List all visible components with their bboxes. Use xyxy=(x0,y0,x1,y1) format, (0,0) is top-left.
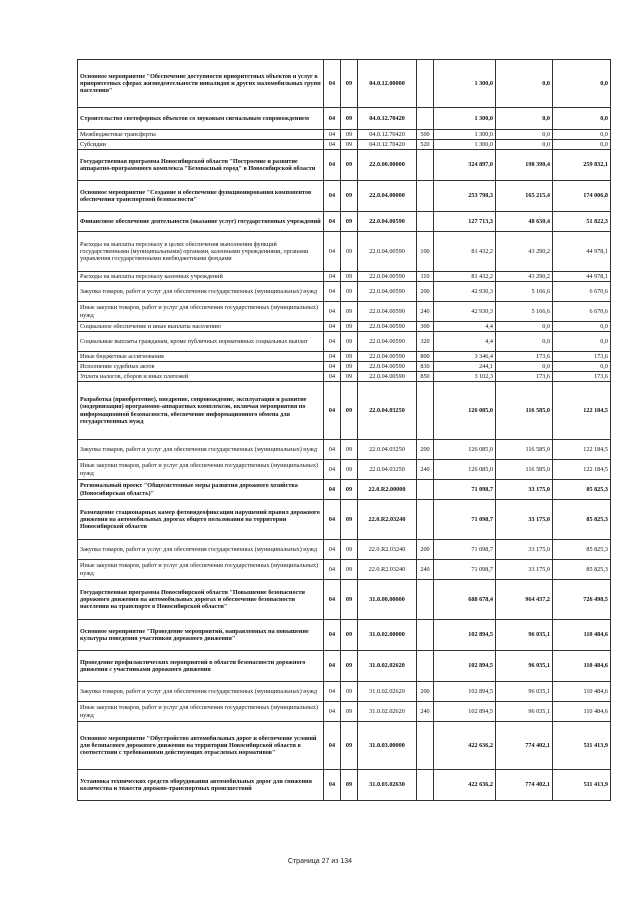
table-row xyxy=(78,382,611,440)
table-row xyxy=(78,440,611,460)
subsection-code: 09 xyxy=(341,181,358,212)
table-row xyxy=(78,150,611,181)
target-article-code: 31.0.02.00000 xyxy=(358,620,417,651)
expense-type-code xyxy=(417,500,434,540)
target-article-code: 31.0.03.00000 xyxy=(358,722,417,770)
page-number: Страница 27 из 134 xyxy=(287,858,353,865)
target-article-code: 04.0.12.70420 xyxy=(358,130,417,140)
amount-year-1: 42 930,3 xyxy=(434,282,496,302)
amount-year-3: 0,0 xyxy=(553,130,611,140)
amount-year-1: 42 930,3 xyxy=(434,302,496,322)
amount-year-1: 3 346,4 xyxy=(434,352,496,362)
subsection-code: 09 xyxy=(341,140,358,150)
row-name: Разработка (приобретение), внедрение, сопровождение, эксплуатация и развитие (модернизация) программно-аппаратных комплексов, включая мероприятия по информационной безопасности, обеспечение информационного обмена для государственных нужд xyxy=(78,382,324,440)
amount-year-3: 110 484,6 xyxy=(553,651,611,682)
subsection-code: 09 xyxy=(341,352,358,362)
section-code: 04 xyxy=(324,212,341,232)
row-name: Иные закупки товаров, работ и услуг для обеспечения государственных (муниципальных) нужд xyxy=(78,302,324,322)
amount-year-3: 44 978,1 xyxy=(553,232,611,272)
row-name: Основное мероприятие "Обустройство автомобильных дорог и обеспечение условий для безопасного дорожного движения на территории Новосибирской области в соответствии с требованиями действующих отраслевых нормативов" xyxy=(78,722,324,770)
table-row xyxy=(78,770,611,801)
amount-year-2: 96 035,1 xyxy=(496,682,553,702)
amount-year-1: 71 098,7 xyxy=(434,560,496,580)
amount-year-3: 110 484,6 xyxy=(553,702,611,722)
amount-year-2: 116 585,0 xyxy=(496,382,553,440)
target-article-code: 22.0.04.03250 xyxy=(358,460,417,480)
section-code: 04 xyxy=(324,60,341,108)
target-article-code: 22.0.04.00590 xyxy=(358,212,417,232)
subsection-code: 09 xyxy=(341,460,358,480)
amount-year-2: 96 035,1 xyxy=(496,620,553,651)
section-code: 04 xyxy=(324,540,341,560)
row-name: Иные закупки товаров, работ и услуг для обеспечения государственных (муниципальных) нужд xyxy=(78,702,324,722)
row-name: Иные закупки товаров, работ и услуг для обеспечения государственных (муниципальных) нужд xyxy=(78,460,324,480)
row-name: Социальные выплаты гражданам, кроме публичных нормативных социальных выплат xyxy=(78,332,324,352)
amount-year-2: 116 585,0 xyxy=(496,440,553,460)
section-code: 04 xyxy=(324,702,341,722)
amount-year-2: 96 035,1 xyxy=(496,702,553,722)
amount-year-2: 96 035,1 xyxy=(496,651,553,682)
table-row xyxy=(78,352,611,362)
target-article-code: 22.0.04.00590 xyxy=(358,352,417,362)
section-code: 04 xyxy=(324,651,341,682)
amount-year-2: 5 166,6 xyxy=(496,302,553,322)
amount-year-2: 33 175,0 xyxy=(496,480,553,500)
amount-year-1: 3 102,3 xyxy=(434,372,496,382)
amount-year-1: 127 713,3 xyxy=(434,212,496,232)
amount-year-3: 85 825,3 xyxy=(553,540,611,560)
expense-type-code xyxy=(417,108,434,130)
expense-type-code: 240 xyxy=(417,702,434,722)
amount-year-3: 122 184,5 xyxy=(553,440,611,460)
amount-year-1: 1 300,0 xyxy=(434,60,496,108)
expense-type-code xyxy=(417,580,434,620)
subsection-code: 09 xyxy=(341,580,358,620)
expense-type-code xyxy=(417,770,434,801)
expense-type-code: 200 xyxy=(417,282,434,302)
target-article-code: 22.0.04.00000 xyxy=(358,181,417,212)
table-row xyxy=(78,130,611,140)
target-article-code: 22.0.04.00590 xyxy=(358,372,417,382)
expense-type-code xyxy=(417,150,434,181)
row-name: Строительство светофорных объектов со звуковым сигнальным сопровождением xyxy=(78,108,324,130)
row-name: Основное мероприятие "Проведение мероприятий, направленных на повышение культуры поведения участников дорожного движения" xyxy=(78,620,324,651)
amount-year-2: 173,6 xyxy=(496,372,553,382)
budget-table xyxy=(77,59,611,801)
expense-type-code: 800 xyxy=(417,352,434,362)
expense-type-code: 200 xyxy=(417,440,434,460)
section-code: 04 xyxy=(324,282,341,302)
amount-year-3: 6 670,6 xyxy=(553,302,611,322)
amount-year-1: 71 098,7 xyxy=(434,480,496,500)
table-row xyxy=(78,362,611,372)
target-article-code: 22.0.R2.00000 xyxy=(358,480,417,500)
amount-year-3: 110 484,6 xyxy=(553,682,611,702)
amount-year-2: 33 175,0 xyxy=(496,560,553,580)
target-article-code: 31.0.03.02630 xyxy=(358,770,417,801)
amount-year-3: 51 822,3 xyxy=(553,212,611,232)
expense-type-code: 500 xyxy=(417,130,434,140)
target-article-code: 22.0.04.00590 xyxy=(358,362,417,372)
table-row xyxy=(78,682,611,702)
target-article-code: 22.0.04.00590 xyxy=(358,272,417,282)
amount-year-3: 726 498,5 xyxy=(553,580,611,620)
table-row xyxy=(78,500,611,540)
table-row xyxy=(78,302,611,322)
amount-year-2: 48 630,4 xyxy=(496,212,553,232)
section-code: 04 xyxy=(324,372,341,382)
expense-type-code xyxy=(417,60,434,108)
row-name: Государственная программа Новосибирской области "Построение и развитие аппаратно-программного комплекса "Безопасный город" в Новосибирской области xyxy=(78,150,324,181)
amount-year-3: 173,6 xyxy=(553,372,611,382)
row-name: Установка технических средств оборудования автомобильных дорог для снижения количества и тяжести дорожно-транспортных происшествий xyxy=(78,770,324,801)
amount-year-3: 0,0 xyxy=(553,60,611,108)
subsection-code: 09 xyxy=(341,372,358,382)
section-code: 04 xyxy=(324,382,341,440)
table-row xyxy=(78,722,611,770)
expense-type-code xyxy=(417,620,434,651)
amount-year-1: 102 894,5 xyxy=(434,620,496,651)
subsection-code: 09 xyxy=(341,480,358,500)
subsection-code: 09 xyxy=(341,682,358,702)
table-row xyxy=(78,140,611,150)
target-article-code: 04.0.12.00000 xyxy=(358,60,417,108)
row-name: Закупка товаров, работ и услуг для обеспечения государственных (муниципальных) нужд xyxy=(78,540,324,560)
section-code: 04 xyxy=(324,722,341,770)
amount-year-3: 173,6 xyxy=(553,352,611,362)
target-article-code: 22.0.04.00590 xyxy=(358,322,417,332)
target-article-code: 22.0.00.00000 xyxy=(358,150,417,181)
subsection-code: 09 xyxy=(341,130,358,140)
amount-year-1: 422 636,2 xyxy=(434,770,496,801)
row-name: Закупка товаров, работ и услуг для обеспечения государственных (муниципальных) нужд xyxy=(78,440,324,460)
amount-year-3: 122 184,5 xyxy=(553,382,611,440)
subsection-code: 09 xyxy=(341,540,358,560)
row-name: Основное мероприятие "Создание и обеспечение функционирования компонентов обеспечения транспортной безопасности" xyxy=(78,181,324,212)
amount-year-1: 688 678,4 xyxy=(434,580,496,620)
expense-type-code xyxy=(417,722,434,770)
target-article-code: 22.0.04.00590 xyxy=(358,332,417,352)
table-row xyxy=(78,60,611,108)
section-code: 04 xyxy=(324,460,341,480)
target-article-code: 22.0.R2.03240 xyxy=(358,500,417,540)
row-name: Межбюджетные трансферты xyxy=(78,130,324,140)
expense-type-code: 100 xyxy=(417,232,434,272)
table-row xyxy=(78,560,611,580)
row-name: Основное мероприятие "Обеспечение доступности приоритетных объектов и услуг в приоритетных сферах жизнедеятельности инвалидов и других маломобильных групп населения" xyxy=(78,60,324,108)
target-article-code: 22.0.04.00590 xyxy=(358,232,417,272)
amount-year-2: 173,6 xyxy=(496,352,553,362)
subsection-code: 09 xyxy=(341,440,358,460)
expense-type-code: 300 xyxy=(417,322,434,332)
subsection-code: 09 xyxy=(341,60,358,108)
section-code: 04 xyxy=(324,500,341,540)
amount-year-2: 0,0 xyxy=(496,130,553,140)
row-name: Социальное обеспечение и иные выплаты населению xyxy=(78,322,324,332)
table-row xyxy=(78,322,611,332)
subsection-code: 09 xyxy=(341,282,358,302)
amount-year-3: 6 670,6 xyxy=(553,282,611,302)
amount-year-2: 33 175,0 xyxy=(496,500,553,540)
amount-year-2: 165 215,4 xyxy=(496,181,553,212)
subsection-code: 09 xyxy=(341,651,358,682)
row-name: Субсидии xyxy=(78,140,324,150)
amount-year-1: 102 894,5 xyxy=(434,682,496,702)
target-article-code: 31.0.02.02620 xyxy=(358,651,417,682)
table-row xyxy=(78,272,611,282)
target-article-code: 22.0.04.03250 xyxy=(358,440,417,460)
row-name: Размещение стационарных камер фотовидеофиксации нарушений правил дорожного движения на автомобильных дорогах общего пользования на территории Новосибирской области xyxy=(78,500,324,540)
amount-year-1: 1 300,0 xyxy=(434,130,496,140)
budget-table-body xyxy=(78,60,611,801)
amount-year-3: 0,0 xyxy=(553,332,611,352)
subsection-code: 09 xyxy=(341,232,358,272)
table-row xyxy=(78,480,611,500)
target-article-code: 22.0.04.00590 xyxy=(358,282,417,302)
amount-year-2: 774 402,1 xyxy=(496,722,553,770)
section-code: 04 xyxy=(324,770,341,801)
amount-year-1: 324 897,0 xyxy=(434,150,496,181)
table-row xyxy=(78,108,611,130)
amount-year-2: 0,0 xyxy=(496,332,553,352)
amount-year-1: 126 085,0 xyxy=(434,460,496,480)
amount-year-3: 0,0 xyxy=(553,322,611,332)
target-article-code: 31.0.00.00000 xyxy=(358,580,417,620)
amount-year-2: 0,0 xyxy=(496,322,553,332)
expense-type-code xyxy=(417,651,434,682)
amount-year-2: 43 290,2 xyxy=(496,272,553,282)
amount-year-3: 0,0 xyxy=(553,108,611,130)
section-code: 04 xyxy=(324,362,341,372)
amount-year-3: 85 825,3 xyxy=(553,500,611,540)
section-code: 04 xyxy=(324,272,341,282)
target-article-code: 04.0.12.70420 xyxy=(358,108,417,130)
section-code: 04 xyxy=(324,332,341,352)
subsection-code: 09 xyxy=(341,560,358,580)
amount-year-1: 81 432,2 xyxy=(434,232,496,272)
row-name: Государственная программа Новосибирской области "Повышение безопасности дорожного движения на автомобильных дорогах и обеспечение безопасности населения на транспорте в Новосибирской области" xyxy=(78,580,324,620)
expense-type-code: 240 xyxy=(417,302,434,322)
section-code: 04 xyxy=(324,580,341,620)
expense-type-code: 200 xyxy=(417,540,434,560)
expense-type-code: 110 xyxy=(417,272,434,282)
table-row xyxy=(78,460,611,480)
expense-type-code xyxy=(417,181,434,212)
amount-year-1: 1 300,0 xyxy=(434,108,496,130)
amount-year-2: 0,0 xyxy=(496,362,553,372)
amount-year-1: 71 098,7 xyxy=(434,500,496,540)
row-name: Закупка товаров, работ и услуг для обеспечения государственных (муниципальных) нужд xyxy=(78,682,324,702)
amount-year-2: 0,0 xyxy=(496,140,553,150)
subsection-code: 09 xyxy=(341,302,358,322)
amount-year-3: 44 978,1 xyxy=(553,272,611,282)
section-code: 04 xyxy=(324,440,341,460)
subsection-code: 09 xyxy=(341,770,358,801)
target-article-code: 22.0.R2.03240 xyxy=(358,560,417,580)
row-name: Закупка товаров, работ и услуг для обеспечения государственных (муниципальных) нужд xyxy=(78,282,324,302)
amount-year-3: 511 413,9 xyxy=(553,722,611,770)
amount-year-3: 85 825,3 xyxy=(553,560,611,580)
amount-year-1: 71 098,7 xyxy=(434,540,496,560)
subsection-code: 09 xyxy=(341,212,358,232)
amount-year-3: 122 184,5 xyxy=(553,460,611,480)
amount-year-2: 0,0 xyxy=(496,108,553,130)
amount-year-1: 126 085,0 xyxy=(434,382,496,440)
table-row xyxy=(78,212,611,232)
section-code: 04 xyxy=(324,130,341,140)
amount-year-1: 4,4 xyxy=(434,332,496,352)
section-code: 04 xyxy=(324,560,341,580)
row-name: Финансовое обеспечение деятельности (оказание услуг) государственных учреждений xyxy=(78,212,324,232)
section-code: 04 xyxy=(324,302,341,322)
row-name: Расходы на выплаты персоналу казенных учреждений xyxy=(78,272,324,282)
target-article-code: 22.0.04.03250 xyxy=(358,382,417,440)
subsection-code: 09 xyxy=(341,382,358,440)
amount-year-2: 198 390,4 xyxy=(496,150,553,181)
table-row xyxy=(78,580,611,620)
amount-year-2: 0,0 xyxy=(496,60,553,108)
section-code: 04 xyxy=(324,232,341,272)
subsection-code: 09 xyxy=(341,362,358,372)
row-name: Исполнение судебных актов xyxy=(78,362,324,372)
target-article-code: 31.0.02.02620 xyxy=(358,682,417,702)
table-row xyxy=(78,651,611,682)
target-article-code: 22.0.R2.03240 xyxy=(358,540,417,560)
amount-year-1: 102 894,5 xyxy=(434,702,496,722)
subsection-code: 09 xyxy=(341,722,358,770)
amount-year-2: 43 290,2 xyxy=(496,232,553,272)
subsection-code: 09 xyxy=(341,272,358,282)
amount-year-1: 126 085,0 xyxy=(434,440,496,460)
subsection-code: 09 xyxy=(341,500,358,540)
row-name: Региональный проект "Общесистемные меры развития дорожного хозяйства (Новосибирская область)" xyxy=(78,480,324,500)
amount-year-1: 102 894,5 xyxy=(434,651,496,682)
subsection-code: 09 xyxy=(341,702,358,722)
row-name: Расходы на выплаты персоналу в целях обеспечения выполнения функций государственными (муниципальными) органами, казенными учреждениями, органами управления государственными внебюджетными фондами xyxy=(78,232,324,272)
section-code: 04 xyxy=(324,352,341,362)
table-row xyxy=(78,232,611,272)
table-row xyxy=(78,620,611,651)
expense-type-code xyxy=(417,212,434,232)
section-code: 04 xyxy=(324,620,341,651)
section-code: 04 xyxy=(324,322,341,332)
amount-year-3: 110 484,6 xyxy=(553,620,611,651)
amount-year-3: 85 825,3 xyxy=(553,480,611,500)
expense-type-code: 850 xyxy=(417,372,434,382)
table-row xyxy=(78,181,611,212)
amount-year-3: 259 832,1 xyxy=(553,150,611,181)
amount-year-3: 0,0 xyxy=(553,140,611,150)
expense-type-code xyxy=(417,480,434,500)
amount-year-2: 5 166,6 xyxy=(496,282,553,302)
table-row xyxy=(78,702,611,722)
amount-year-1: 244,1 xyxy=(434,362,496,372)
expense-type-code: 240 xyxy=(417,560,434,580)
subsection-code: 09 xyxy=(341,322,358,332)
amount-year-1: 4,4 xyxy=(434,322,496,332)
amount-year-1: 81 432,2 xyxy=(434,272,496,282)
row-name: Иные бюджетные ассигнования xyxy=(78,352,324,362)
amount-year-1: 422 636,2 xyxy=(434,722,496,770)
subsection-code: 09 xyxy=(341,620,358,651)
amount-year-2: 774 402,1 xyxy=(496,770,553,801)
section-code: 04 xyxy=(324,150,341,181)
table-row xyxy=(78,372,611,382)
subsection-code: 09 xyxy=(341,150,358,181)
row-name: Проведение профилактических мероприятий в области безопасности дорожного движения с участниками дорожного движения xyxy=(78,651,324,682)
amount-year-3: 174 006,8 xyxy=(553,181,611,212)
subsection-code: 09 xyxy=(341,332,358,352)
row-name: Иные закупки товаров, работ и услуг для обеспечения государственных (муниципальных) нужд xyxy=(78,560,324,580)
table-row xyxy=(78,332,611,352)
expense-type-code: 240 xyxy=(417,460,434,480)
section-code: 04 xyxy=(324,480,341,500)
target-article-code: 31.0.02.02620 xyxy=(358,702,417,722)
section-code: 04 xyxy=(324,140,341,150)
amount-year-2: 33 175,0 xyxy=(496,540,553,560)
table-row xyxy=(78,282,611,302)
expense-type-code: 200 xyxy=(417,682,434,702)
subsection-code: 09 xyxy=(341,108,358,130)
expense-type-code: 520 xyxy=(417,140,434,150)
amount-year-1: 253 798,3 xyxy=(434,181,496,212)
expense-type-code xyxy=(417,382,434,440)
amount-year-3: 511 413,9 xyxy=(553,770,611,801)
section-code: 04 xyxy=(324,682,341,702)
amount-year-1: 1 300,0 xyxy=(434,140,496,150)
target-article-code: 22.0.04.00590 xyxy=(358,302,417,322)
table-row xyxy=(78,540,611,560)
expense-type-code: 320 xyxy=(417,332,434,352)
section-code: 04 xyxy=(324,181,341,212)
amount-year-2: 964 437,2 xyxy=(496,580,553,620)
section-code: 04 xyxy=(324,108,341,130)
amount-year-3: 0,0 xyxy=(553,362,611,372)
row-name: Уплата налогов, сборов и иных платежей xyxy=(78,372,324,382)
expense-type-code: 830 xyxy=(417,362,434,372)
target-article-code: 04.0.12.70420 xyxy=(358,140,417,150)
amount-year-2: 116 585,0 xyxy=(496,460,553,480)
